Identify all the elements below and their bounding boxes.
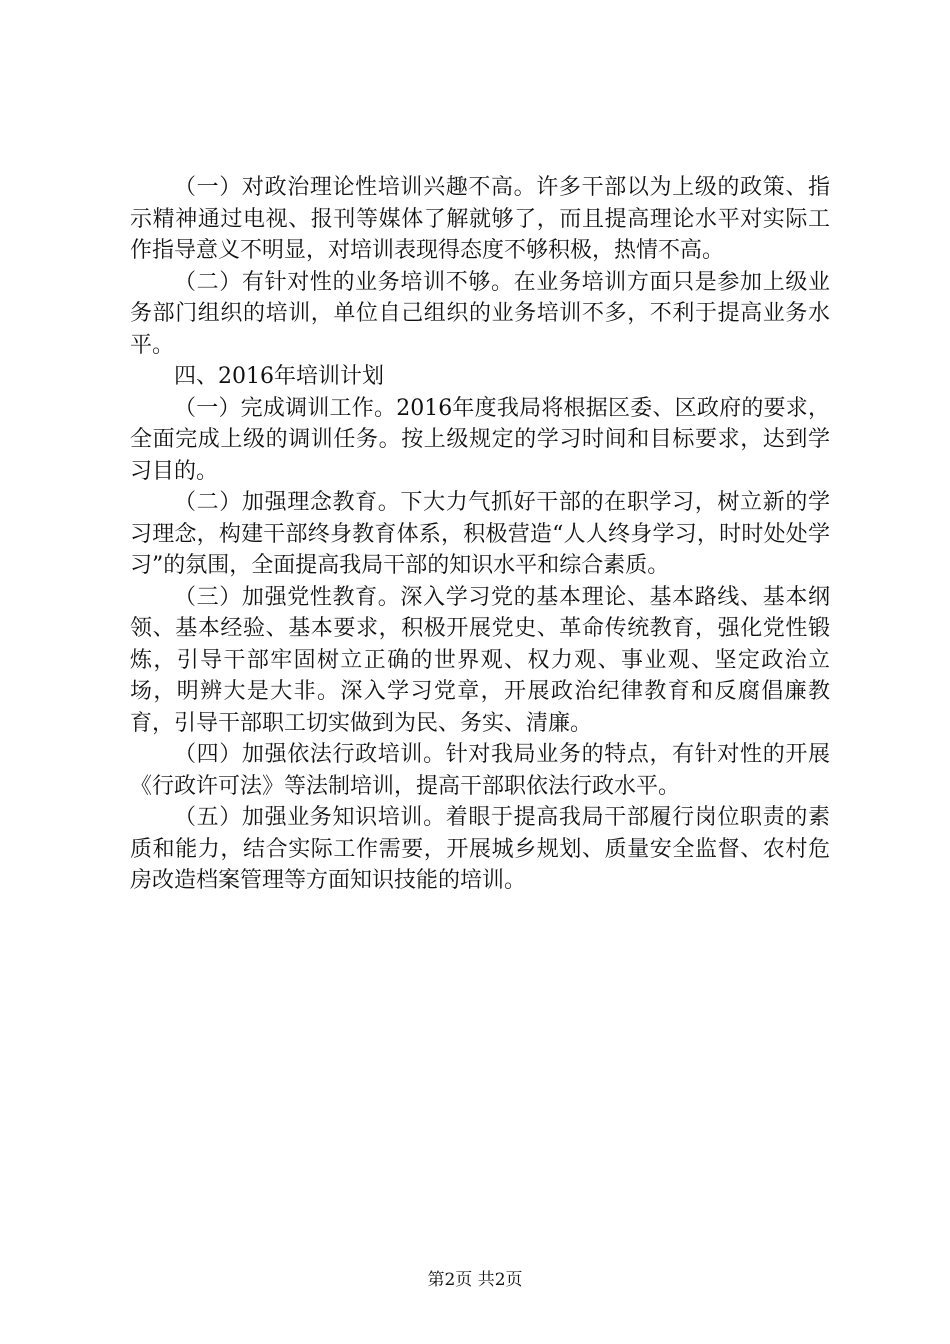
paragraph-knowledge-training: （五）加强业务知识培训。着眼于提高我局干部履行岗位职责的素质和能力，结合实际工作需要，开展城乡规划、质量安全监督、农村危房改造档案管理等方面知识技能的培训。	[130, 805, 830, 893]
paragraph-training-assignment: （一）完成调训工作。2016年度我局将根据区委、区政府的要求，全面完成上级的调训任务。按上级规定的学习时间和目标要求，达到学习目的。	[130, 395, 830, 484]
paragraph-law-training: （四）加强依法行政培训。针对我局业务的特点，有针对性的开展《行政许可法》等法制培训，提高干部职依法行政水平。	[130, 742, 830, 799]
paragraph-political-theory: （一）对政治理论性培训兴趣不高。许多干部以为上级的政策、指示精神通过电视、报刊等媒体了解就够了，而且提高理论水平对实际工作指导意义不明显，对培训表现得态度不够积极，热情不高。	[130, 175, 830, 263]
section-heading-training-plan: 四、2016年培训计划	[174, 364, 384, 389]
page-footer: 第2页 共2页	[427, 1270, 523, 1290]
paragraph-business-training: （二）有针对性的业务培训不够。在业务培训方面只是参加上级业务部门组织的培训，单位自己组织的业务培训不多，不利于提高业务水平。	[130, 269, 830, 358]
paragraph-concept-education: （二）加强理念教育。下大力气抓好干部的在职学习，树立新的学习理念，构建干部终身教育体系，积极营造“人人终身学习，时时处处学习”的氛围，全面提高我局干部的知识水平和综合素质。	[130, 490, 830, 578]
document-body	[130, 172, 830, 897]
paragraph-party-education: （三）加强党性教育。深入学习党的基本理论、基本路线、基本纲领、基本经验、基本要求，积极开展党史、革命传统教育，强化党性锻炼，引导干部牢固树立正确的世界观、权力观、事业观、坚定政治立场，明辨大是大非。深入学习党章，开展政治纪律教育和反腐倡廉教育，引导干部职工切实做到为民、务实、清廉。	[130, 584, 830, 736]
